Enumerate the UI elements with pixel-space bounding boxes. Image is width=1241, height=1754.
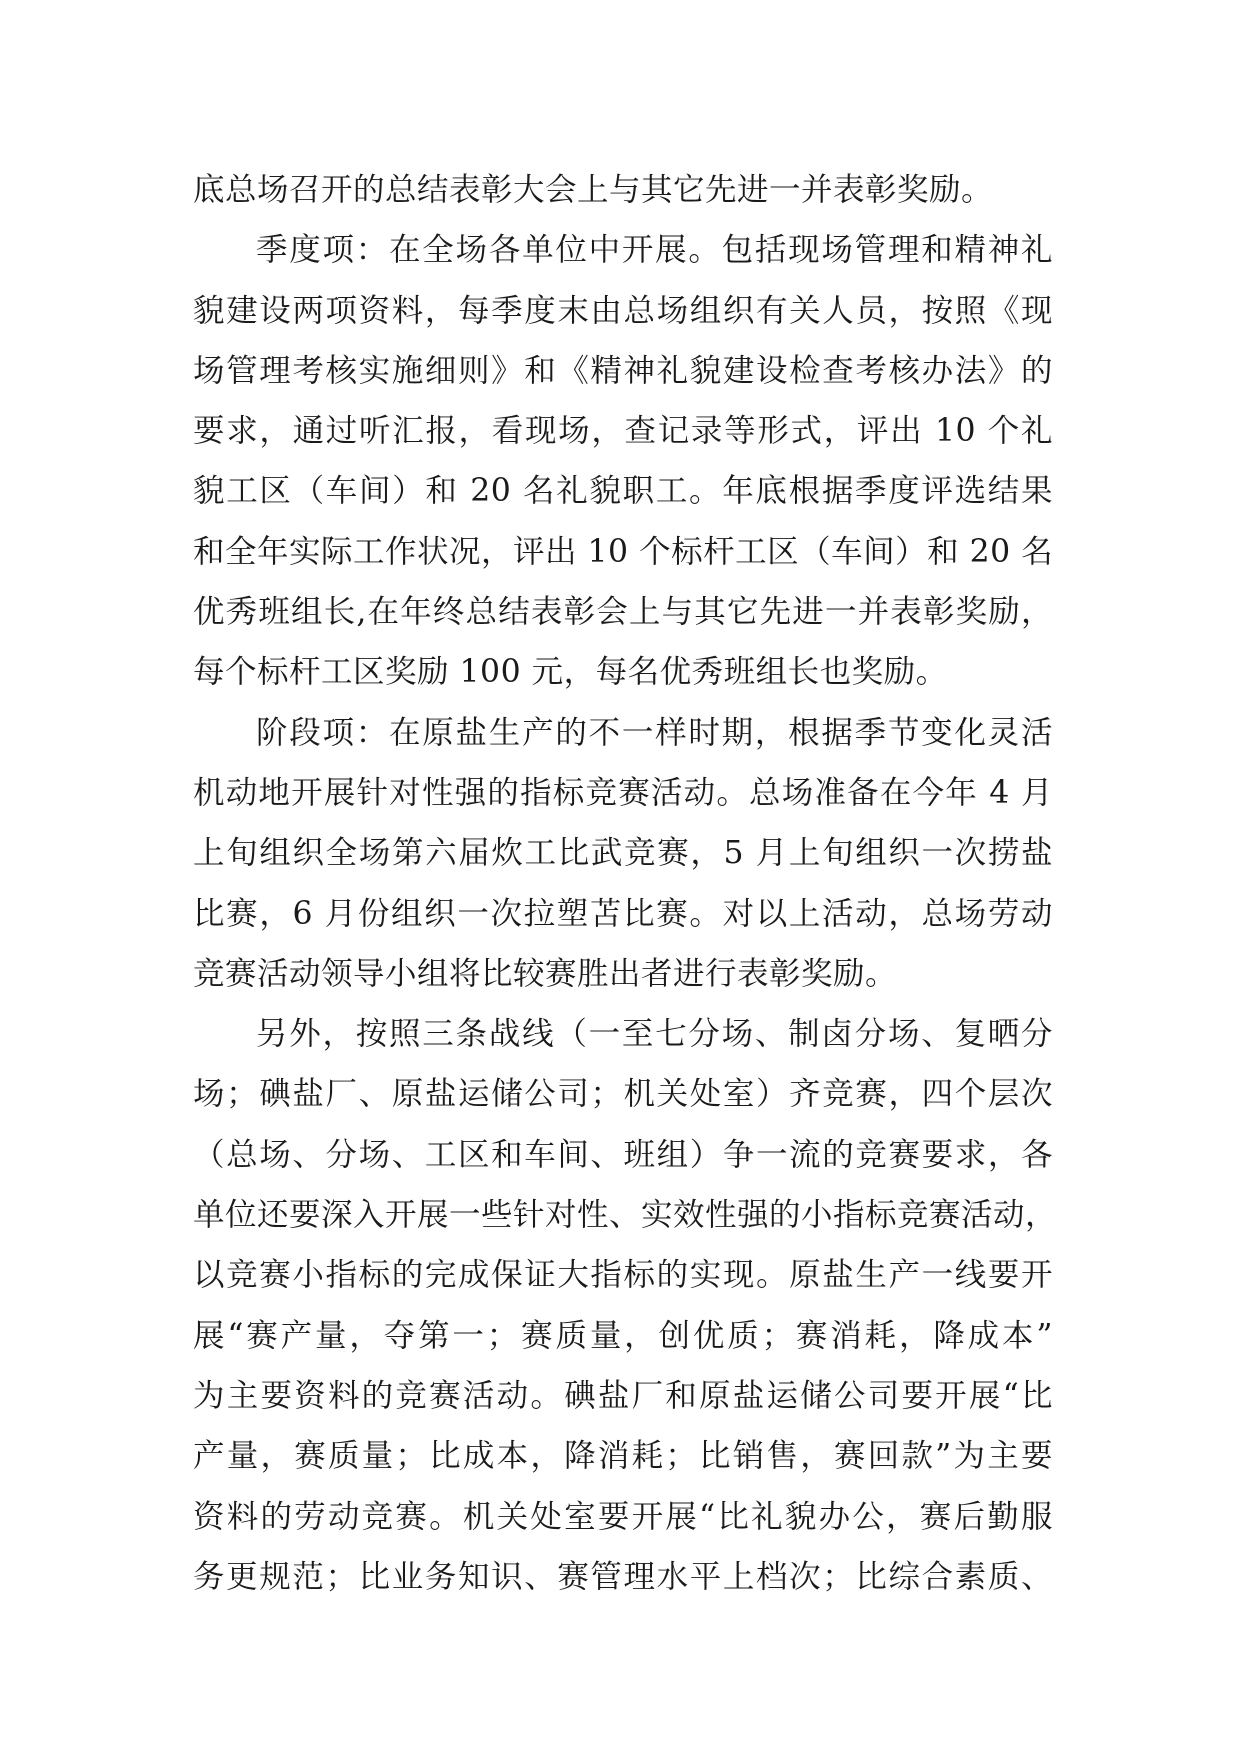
text-line: 和全年实际工作状况，评出 10 个标杆工区（车间）和 20 名 [193, 533, 1054, 570]
text-line: 场；碘盐厂、原盐运储公司；机关处室）齐竞赛，四个层次 [193, 1076, 1053, 1113]
text-line: 貌工区（车间）和 20 名礼貌职工。年底根据季度评选结果 [193, 473, 1053, 510]
text-line: 每个标杆工区奖励 100 元，每名优秀班组长也奖励。 [193, 654, 948, 691]
text-line: 阶段项：在原盐生产的不一样时期，根据季节变化灵活 [256, 714, 1053, 751]
text-line: 展“赛产量，夺第一；赛质量，创优质；赛消耗，降成本” [193, 1317, 1053, 1354]
text-line: 务更规范；比业务知识、赛管理水平上档次；比综合素质、 [193, 1558, 1053, 1595]
text-line: 上旬组织全场第六届炊工比武竞赛，5 月上旬组织一次捞盐 [193, 835, 1053, 872]
text-line: 貌建设两项资料，每季度末由总场组织有关人员，按照《现 [193, 292, 1053, 329]
text-line: 优秀班组长,在年终总结表彰会上与其它先进一并表彰奖励， [193, 594, 1053, 631]
text-line: 单位还要深入开展一些针对性、实效性强的小指标竞赛活动， [193, 1197, 1058, 1234]
text-line: 季度项：在全场各单位中开展。包括现场管理和精神礼 [256, 232, 1053, 269]
text-line: 底总场召开的总结表彰大会上与其它先进一并表彰奖励。 [193, 172, 994, 208]
text-line: 资料的劳动竞赛。机关处室要开展“比礼貌办公，赛后勤服 [193, 1498, 1053, 1535]
text-line: 以竞赛小指标的完成保证大指标的实现。原盐生产一线要开 [193, 1257, 1053, 1294]
text-line: 机动地开展针对性强的指标竞赛活动。总场准备在今年 4 月 [193, 774, 1053, 811]
text-line: 产量，赛质量；比成本，降消耗；比销售，赛回款”为主要 [193, 1438, 1053, 1475]
text-line: 比赛，6 月份组织一次拉塑苫比赛。对以上活动，总场劳动 [193, 895, 1053, 932]
text-line: 场管理考核实施细则》和《精神礼貌建设检查考核办法》的 [193, 352, 1053, 389]
body-text [193, 160, 1058, 1607]
text-line: 另外，按照三条战线（一至七分场、制卤分场、复晒分 [256, 1016, 1053, 1053]
text-line: 要求，通过听汇报，看现场，查记录等形式，评出 10 个礼 [193, 413, 1053, 450]
text-line: （总场、分场、工区和车间、班组）争一流的竞赛要求，各 [193, 1136, 1053, 1173]
text-line: 为主要资料的竞赛活动。碘盐厂和原盐运储公司要开展“比 [193, 1377, 1053, 1414]
text-line: 竞赛活动领导小组将比较赛胜出者进行表彰奖励。 [193, 955, 898, 992]
